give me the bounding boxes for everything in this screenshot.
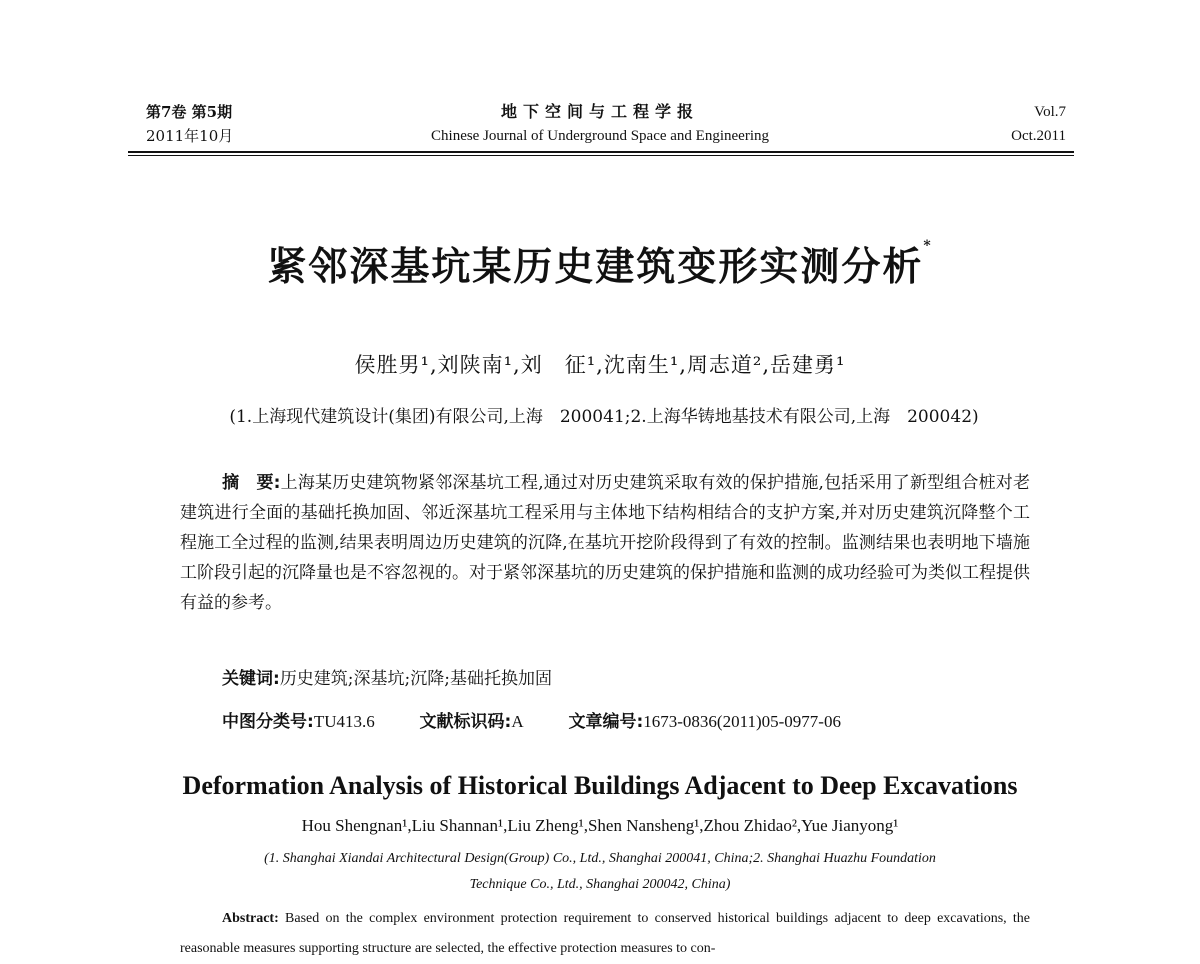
date-en: Oct.2011 xyxy=(1011,128,1066,144)
article-number-label: 文章编号: xyxy=(568,712,644,732)
journal-name-en: Chinese Journal of Underground Space and Engineering xyxy=(431,128,769,144)
date-cn: 2011年10月 xyxy=(146,127,234,145)
header-rule-thick xyxy=(128,151,1074,153)
authors-en: Hou Shengnan¹,Liu Shannan¹,Liu Zheng¹,Shen Nansheng¹,Zhou Zhidao²,Yue Jianyong¹ xyxy=(301,816,899,835)
keywords-label: 关键词: xyxy=(222,669,280,689)
clc-label: 中图分类号: xyxy=(222,712,314,732)
classification-line xyxy=(222,707,841,732)
clc-value: TU413.6 xyxy=(313,712,375,731)
title-text: 紧邻深基坑某历史建筑变形实测分析 xyxy=(267,244,924,290)
keywords-cn xyxy=(222,664,552,689)
affiliation-en-line2: Technique Co., Ltd., Shanghai 200042, China) xyxy=(469,877,731,892)
volume-issue-cn: 第7卷 第5期 xyxy=(146,103,233,121)
header-right xyxy=(1011,100,1066,148)
abstract-cn-label: 摘 要: xyxy=(222,473,281,493)
article-number-value: 1673-0836(2011)05-0977-06 xyxy=(643,712,841,731)
affiliation-en-line1: (1. Shanghai Xiandai Architectural Design(Group) Co., Ltd., Shanghai 200041, China;2. Shanghai Huazhu Foundation xyxy=(264,851,936,866)
doc-code-value: A xyxy=(511,712,524,731)
volume-en: Vol.7 xyxy=(1034,104,1066,120)
abstract-en-label: Abstract: xyxy=(222,911,279,926)
header-center xyxy=(128,100,1072,148)
abstract-en-text: Based on the complex environment protection requirement to conserved historical buildings adjacent to deep excavations, the reasonable measures supporting structure are selected, the effective protection measures to con- xyxy=(180,911,1031,956)
abstract-en xyxy=(180,904,1030,964)
affiliations-en xyxy=(140,846,1060,898)
header-rule-thin xyxy=(128,155,1074,156)
journal-name-cn: 地下空间与工程学报 xyxy=(500,102,699,121)
affiliations-cn: (1.上海现代建筑设计(集团)有限公司,上海 200041;2.上海华铸地基技术有限公司,上海 200042) xyxy=(229,407,979,427)
authors-cn: 侯胜男¹,刘陕南¹,刘 征¹,沈南生¹,周志道²,岳建勇¹ xyxy=(354,353,846,377)
paper-title-cn xyxy=(0,236,1200,292)
abstract-cn-text: 上海某历史建筑物紧邻深基坑工程,通过对历史建筑采取有效的保护措施,包括采用了新型组合桩对老建筑进行全面的基础托换加固、邻近深基坑工程采用与主体地下结构相结合的支护方案,并对历史建筑沉降整个工程施工全过程的监测,结果表明周边历史建筑的沉降,在基坑开挖阶段得到了有效的控制。监测结果也表明地下墙施工阶段引起的沉降量也是不容忽视的。对于紧邻深基坑的历史建筑的保护措施和监测的成功经验可为类似工程提供有益的参考。 xyxy=(180,473,1030,613)
paper-title-en: Deformation Analysis of Historical Buildings Adjacent to Deep Excavations xyxy=(182,771,1018,800)
doc-code-label: 文献标识码: xyxy=(419,712,512,732)
title-footnote-mark: * xyxy=(923,238,933,254)
journal-header xyxy=(128,100,1072,156)
keywords-text: 历史建筑;深基坑;沉降;基础托换加固 xyxy=(279,669,552,689)
abstract-cn xyxy=(180,468,1030,618)
